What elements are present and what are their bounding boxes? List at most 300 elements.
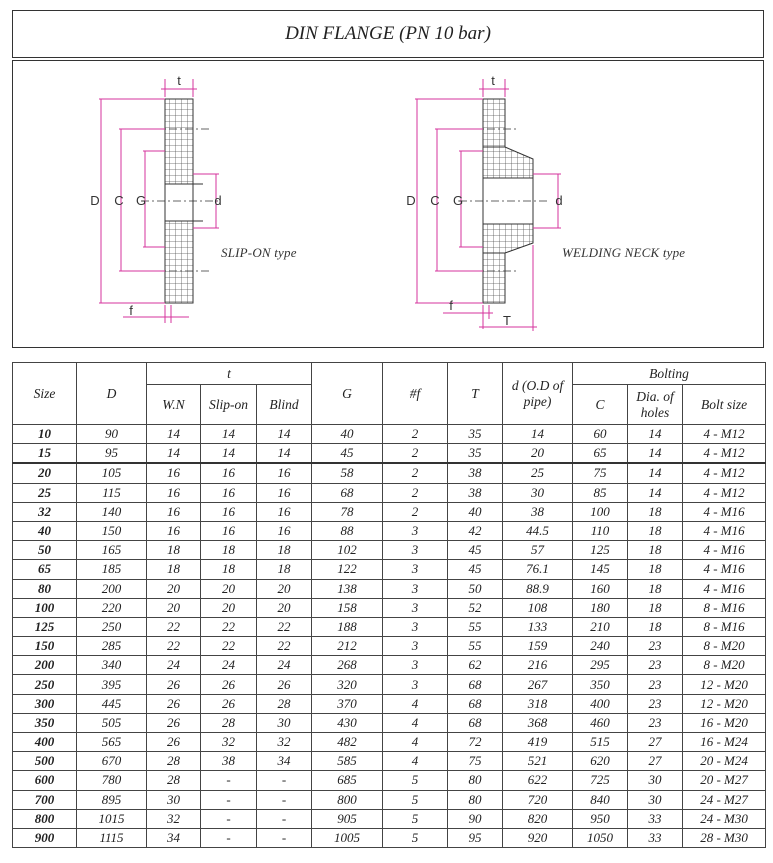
table-cell: 26 [147, 733, 201, 752]
table-cell: 216 [503, 656, 573, 675]
table-cell: 26 [147, 713, 201, 732]
table-cell: 4 - M16 [683, 521, 766, 540]
table-cell: 3 [383, 560, 448, 579]
table-cell: 16 [201, 483, 257, 502]
table-cell: 26 [201, 694, 257, 713]
table-cell: 78 [312, 502, 383, 521]
table-cell: 26 [147, 675, 201, 694]
table-cell: 25 [503, 463, 573, 483]
table-cell: 4 - M16 [683, 541, 766, 560]
table-cell: 85 [573, 483, 628, 502]
welding-neck-type-label: WELDING NECK type [562, 245, 686, 260]
table-cell: 22 [147, 637, 201, 656]
table-cell: 14 [147, 425, 201, 444]
table-cell: 88.9 [503, 579, 573, 598]
table-cell: 4 - M12 [683, 463, 766, 483]
table-cell: 45 [312, 444, 383, 464]
table-cell: 58 [312, 463, 383, 483]
table-cell: 2 [383, 444, 448, 464]
table-row [13, 598, 766, 617]
table-cell: 368 [503, 713, 573, 732]
table-cell: 720 [503, 790, 573, 809]
table-cell: 2 [383, 502, 448, 521]
table-cell: 30 [257, 713, 312, 732]
table-cell: 240 [573, 637, 628, 656]
table-cell: 140 [77, 502, 147, 521]
table-cell: 55 [448, 637, 503, 656]
table-cell: 780 [77, 771, 147, 790]
table-cell: 445 [77, 694, 147, 713]
size-cell: 400 [13, 733, 77, 752]
weld-C-label: C [430, 193, 440, 208]
table-cell: - [201, 828, 257, 847]
table-row [13, 444, 766, 464]
table-cell: 18 [201, 560, 257, 579]
table-cell: 16 [257, 502, 312, 521]
table-cell: 105 [77, 463, 147, 483]
table-cell: 55 [448, 617, 503, 636]
header-T: T [448, 363, 503, 425]
size-cell: 300 [13, 694, 77, 713]
table-cell: 4 [383, 694, 448, 713]
table-cell: 8 - M20 [683, 637, 766, 656]
table-cell: 14 [628, 444, 683, 464]
table-cell: 14 [628, 483, 683, 502]
size-cell: 10 [13, 425, 77, 444]
slip-on-type-label: SLIP-ON type [221, 245, 297, 260]
table-row [13, 637, 766, 656]
table-cell: 515 [573, 733, 628, 752]
table-cell: 16 - M20 [683, 713, 766, 732]
table-cell: 18 [628, 502, 683, 521]
size-cell: 900 [13, 828, 77, 847]
table-cell: 620 [573, 752, 628, 771]
table-cell: 419 [503, 733, 573, 752]
table-row [13, 733, 766, 752]
table-cell: 40 [312, 425, 383, 444]
slip-on-d-label: d [214, 193, 222, 208]
table-cell: 27 [628, 733, 683, 752]
table-row [13, 483, 766, 502]
weld-T-label: T [503, 313, 511, 328]
table-cell: 22 [201, 637, 257, 656]
table-cell: 68 [312, 483, 383, 502]
table-cell: 60 [573, 425, 628, 444]
table-cell: 38 [201, 752, 257, 771]
size-cell: 32 [13, 502, 77, 521]
table-cell: 34 [257, 752, 312, 771]
table-cell: 22 [201, 617, 257, 636]
table-cell: 30 [147, 790, 201, 809]
table-cell: 30 [628, 771, 683, 790]
table-cell: 18 [628, 521, 683, 540]
table-row [13, 502, 766, 521]
table-cell: 23 [628, 656, 683, 675]
table-cell: 26 [201, 675, 257, 694]
slip-on-f-label: f [129, 303, 133, 318]
table-cell: 22 [257, 617, 312, 636]
table-cell: 28 [147, 771, 201, 790]
table-cell: 895 [77, 790, 147, 809]
header-t: t [147, 363, 312, 385]
weld-f-label: f [449, 298, 453, 313]
table-cell: 28 [257, 694, 312, 713]
table-cell: 250 [77, 617, 147, 636]
slip-on-C-label: C [114, 193, 124, 208]
table-cell: 28 [147, 752, 201, 771]
table-cell: 20 [147, 598, 201, 617]
table-cell: 125 [573, 541, 628, 560]
table-cell: 38 [503, 502, 573, 521]
table-cell: 122 [312, 560, 383, 579]
table-cell: 95 [77, 444, 147, 464]
table-cell: 4 - M12 [683, 425, 766, 444]
table-cell: 670 [77, 752, 147, 771]
table-cell: 820 [503, 809, 573, 828]
table-cell: 16 [257, 483, 312, 502]
table-cell: 75 [573, 463, 628, 483]
table-cell: 102 [312, 541, 383, 560]
table-row [13, 617, 766, 636]
weld-G-label: G [452, 193, 464, 208]
table-row [13, 656, 766, 675]
slip-on-drawing [141, 99, 221, 303]
size-cell: 80 [13, 579, 77, 598]
table-cell: 1115 [77, 828, 147, 847]
table-cell: 20 [147, 579, 201, 598]
table-cell: 30 [628, 790, 683, 809]
table-cell: 295 [573, 656, 628, 675]
flange-table-wrap [12, 362, 765, 848]
slip-on-dimension-letters [90, 73, 221, 318]
table-cell: 150 [77, 521, 147, 540]
table-cell: 430 [312, 713, 383, 732]
table-cell: 318 [503, 694, 573, 713]
header-bolting: Bolting [573, 363, 766, 385]
header-dia-holes: Dia. of holes [628, 385, 683, 425]
table-cell: 725 [573, 771, 628, 790]
table-cell: 24 [201, 656, 257, 675]
table-cell: 24 [147, 656, 201, 675]
table-cell: 188 [312, 617, 383, 636]
table-cell: - [257, 828, 312, 847]
table-cell: 14 [628, 463, 683, 483]
header-t-slip: Slip-on [201, 385, 257, 425]
table-cell: 50 [448, 579, 503, 598]
table-cell: 1050 [573, 828, 628, 847]
table-cell: 68 [448, 675, 503, 694]
size-cell: 200 [13, 656, 77, 675]
size-cell: 800 [13, 809, 77, 828]
table-cell: 212 [312, 637, 383, 656]
table-cell: 18 [628, 541, 683, 560]
table-cell: 80 [448, 790, 503, 809]
table-cell: 8 - M20 [683, 656, 766, 675]
table-cell: 27 [628, 752, 683, 771]
table-cell: 22 [257, 637, 312, 656]
table-cell: 18 [628, 598, 683, 617]
size-cell: 50 [13, 541, 77, 560]
table-cell: 52 [448, 598, 503, 617]
table-cell: 26 [147, 694, 201, 713]
table-cell: 16 [201, 463, 257, 483]
table-cell: 110 [573, 521, 628, 540]
weld-D-label: D [406, 193, 416, 208]
table-cell: 158 [312, 598, 383, 617]
table-cell: 38 [448, 483, 503, 502]
table-cell: 40 [448, 502, 503, 521]
table-cell: 3 [383, 579, 448, 598]
table-cell: 35 [448, 425, 503, 444]
table-cell: 220 [77, 598, 147, 617]
table-cell: 180 [573, 598, 628, 617]
size-cell: 125 [13, 617, 77, 636]
size-cell: 350 [13, 713, 77, 732]
table-cell: 370 [312, 694, 383, 713]
table-cell: 14 [257, 444, 312, 464]
table-cell: 90 [448, 809, 503, 828]
table-cell: 840 [573, 790, 628, 809]
table-cell: 138 [312, 579, 383, 598]
table-row [13, 790, 766, 809]
table-cell: 32 [257, 733, 312, 752]
table-cell: 622 [503, 771, 573, 790]
table-cell: 57 [503, 541, 573, 560]
size-cell: 700 [13, 790, 77, 809]
table-cell: - [257, 771, 312, 790]
table-cell: - [201, 809, 257, 828]
size-cell: 15 [13, 444, 77, 464]
size-cell: 500 [13, 752, 77, 771]
table-cell: 4 - M12 [683, 444, 766, 464]
table-cell: 16 [201, 521, 257, 540]
table-cell: 18 [257, 560, 312, 579]
table-row [13, 521, 766, 540]
header-D: D [77, 363, 147, 425]
table-cell: 565 [77, 733, 147, 752]
table-cell: 23 [628, 675, 683, 694]
table-cell: 18 [257, 541, 312, 560]
table-cell: 34 [147, 828, 201, 847]
table-cell: 2 [383, 425, 448, 444]
table-cell: 3 [383, 541, 448, 560]
table-cell: 5 [383, 809, 448, 828]
table-row [13, 541, 766, 560]
table-cell: 3 [383, 521, 448, 540]
table-cell: 20 [503, 444, 573, 464]
header-C: C [573, 385, 628, 425]
weld-d-label: d [555, 193, 563, 208]
table-row [13, 771, 766, 790]
table-cell: 14 [628, 425, 683, 444]
weld-t-label: t [491, 73, 495, 88]
table-cell: 80 [448, 771, 503, 790]
table-cell: 18 [147, 560, 201, 579]
table-cell: 2 [383, 483, 448, 502]
table-cell: - [201, 771, 257, 790]
table-cell: 920 [503, 828, 573, 847]
table-cell: 4 - M16 [683, 579, 766, 598]
table-cell: 16 [147, 521, 201, 540]
table-cell: 350 [573, 675, 628, 694]
table-cell: 4 - M12 [683, 483, 766, 502]
header-t-blind: Blind [257, 385, 312, 425]
table-cell: 320 [312, 675, 383, 694]
table-cell: 5 [383, 771, 448, 790]
table-cell: 800 [312, 790, 383, 809]
table-cell: 482 [312, 733, 383, 752]
size-cell: 20 [13, 463, 77, 483]
table-cell: 24 - M30 [683, 809, 766, 828]
table-cell: 8 - M16 [683, 598, 766, 617]
table-cell: 145 [573, 560, 628, 579]
table-cell: 4 [383, 713, 448, 732]
table-cell: 4 - M16 [683, 502, 766, 521]
table-cell: 76.1 [503, 560, 573, 579]
table-cell: 23 [628, 713, 683, 732]
table-cell: 133 [503, 617, 573, 636]
table-cell: 3 [383, 598, 448, 617]
table-body [13, 425, 766, 848]
table-cell: 30 [503, 483, 573, 502]
table-cell: 20 [201, 579, 257, 598]
table-cell: 3 [383, 675, 448, 694]
table-cell: 585 [312, 752, 383, 771]
table-cell: 267 [503, 675, 573, 694]
table-cell: 165 [77, 541, 147, 560]
table-cell: 68 [448, 713, 503, 732]
table-cell: 395 [77, 675, 147, 694]
table-cell: - [201, 790, 257, 809]
table-cell: - [257, 809, 312, 828]
table-cell: 20 - M24 [683, 752, 766, 771]
table-cell: 20 [201, 598, 257, 617]
size-cell: 600 [13, 771, 77, 790]
table-row [13, 579, 766, 598]
header-d: d (O.D of pipe) [503, 363, 573, 425]
table-cell: 14 [201, 444, 257, 464]
page-title: DIN FLANGE (PN 10 bar) [12, 10, 764, 58]
table-cell: 4 - M16 [683, 560, 766, 579]
table-cell: 18 [628, 617, 683, 636]
table-cell: 90 [77, 425, 147, 444]
table-cell: - [257, 790, 312, 809]
table-cell: 12 - M20 [683, 694, 766, 713]
table-cell: 18 [147, 541, 201, 560]
table-cell: 20 - M27 [683, 771, 766, 790]
table-cell: 38 [448, 463, 503, 483]
table-cell: 35 [448, 444, 503, 464]
table-row [13, 675, 766, 694]
table-cell: 20 [257, 598, 312, 617]
table-cell: 44.5 [503, 521, 573, 540]
flange-diagrams [12, 60, 764, 348]
flange-drawings [13, 61, 765, 349]
table-cell: 3 [383, 617, 448, 636]
table-cell: 75 [448, 752, 503, 771]
table-cell: 14 [147, 444, 201, 464]
size-cell: 250 [13, 675, 77, 694]
table-cell: 22 [147, 617, 201, 636]
table-cell: 16 [257, 463, 312, 483]
table-cell: 2 [383, 463, 448, 483]
table-row [13, 713, 766, 732]
table-cell: 905 [312, 809, 383, 828]
table-cell: 28 - M30 [683, 828, 766, 847]
table-cell: 5 [383, 790, 448, 809]
size-cell: 150 [13, 637, 77, 656]
header-t-wn: W.N [147, 385, 201, 425]
table-cell: 160 [573, 579, 628, 598]
table-cell: 28 [201, 713, 257, 732]
size-cell: 65 [13, 560, 77, 579]
size-cell: 25 [13, 483, 77, 502]
table-cell: 460 [573, 713, 628, 732]
table-cell: 210 [573, 617, 628, 636]
table-row [13, 752, 766, 771]
table-row [13, 828, 766, 847]
table-cell: 950 [573, 809, 628, 828]
header-size: Size [13, 363, 77, 425]
table-cell: 45 [448, 560, 503, 579]
table-cell: 16 [257, 521, 312, 540]
table-cell: 4 [383, 752, 448, 771]
table-cell: 285 [77, 637, 147, 656]
table-cell: 16 [147, 483, 201, 502]
table-cell: 62 [448, 656, 503, 675]
table-cell: 115 [77, 483, 147, 502]
table-cell: 108 [503, 598, 573, 617]
table-cell: 1015 [77, 809, 147, 828]
flange-dimension-table [12, 362, 766, 848]
table-cell: 88 [312, 521, 383, 540]
table-cell: 95 [448, 828, 503, 847]
table-cell: 16 - M24 [683, 733, 766, 752]
table-cell: 1005 [312, 828, 383, 847]
table-cell: 14 [503, 425, 573, 444]
table-cell: 32 [201, 733, 257, 752]
slip-on-G-label: G [135, 193, 147, 208]
table-cell: 268 [312, 656, 383, 675]
table-cell: 8 - M16 [683, 617, 766, 636]
table-cell: 200 [77, 579, 147, 598]
table-cell: 33 [628, 809, 683, 828]
table-row [13, 694, 766, 713]
table-cell: 3 [383, 637, 448, 656]
table-cell: 505 [77, 713, 147, 732]
table-cell: 18 [628, 560, 683, 579]
table-cell: 185 [77, 560, 147, 579]
slip-on-D-label: D [90, 193, 100, 208]
table-cell: 32 [147, 809, 201, 828]
table-cell: 16 [201, 502, 257, 521]
slip-on-t-label: t [177, 73, 181, 88]
header-f: #f [383, 363, 448, 425]
table-cell: 72 [448, 733, 503, 752]
table-row [13, 809, 766, 828]
table-row [13, 560, 766, 579]
table-row [13, 425, 766, 444]
welding-neck-drawing [459, 99, 549, 303]
table-cell: 23 [628, 637, 683, 656]
size-cell: 40 [13, 521, 77, 540]
header-bolt-size: Bolt size [683, 385, 766, 425]
table-cell: 14 [257, 425, 312, 444]
table-cell: 33 [628, 828, 683, 847]
table-cell: 100 [573, 502, 628, 521]
table-cell: 16 [147, 463, 201, 483]
table-cell: 42 [448, 521, 503, 540]
